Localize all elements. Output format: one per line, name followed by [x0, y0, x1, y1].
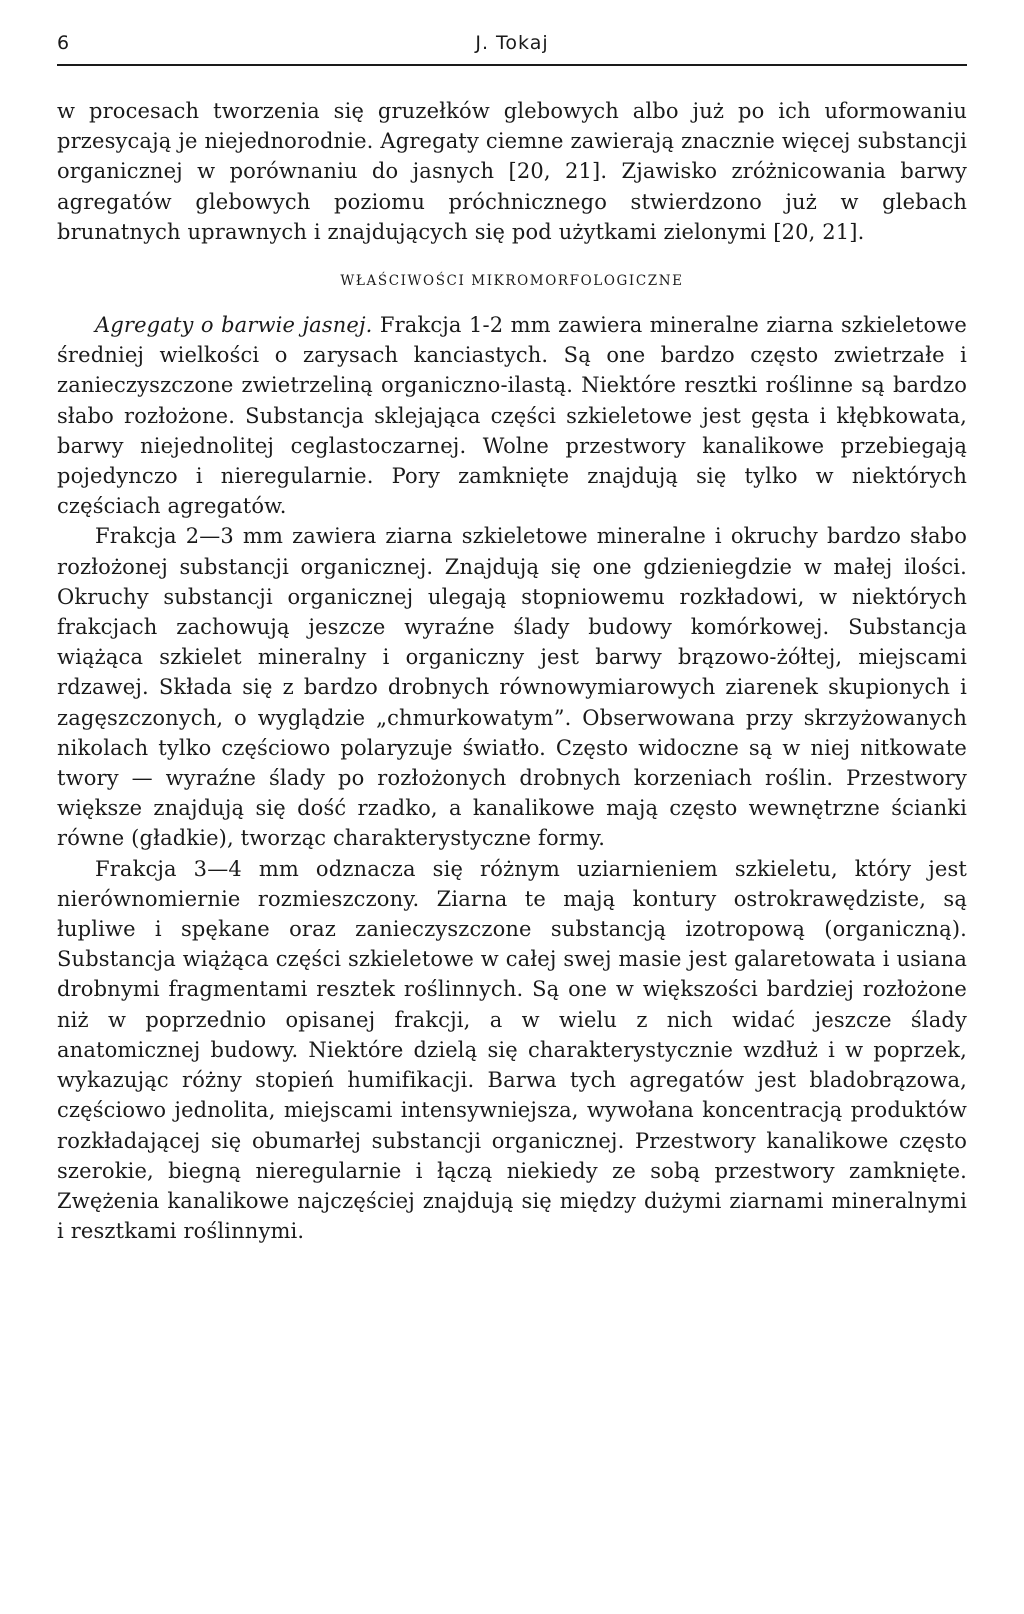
paragraph-fraction-3-4: Frakcja 3—4 mm odznacza się różnym uziarnieniem szkieletu, który jest nierównomiernie rozmieszczony. Ziarna te mają kontury ostrokrawędziste, są łupliwe i spękane oraz zanieczyszczone substancją izotropową (organiczną). Substancja wiążąca części szkieletowe w całej swej masie jest galaretowata i usiana drobnymi fragmentami resztek roślinnych. Są one w większości bardziej rozłożone niż w poprzednio opisanej frakcji, a w wielu z nich widać jeszcze ślady anatomicznej budowy. Niektóre dzielą się charakterystycznie wzdłuż i w poprzek, wykazując różny stopień humifikacji. Barwa tych agregatów jest bladobrązowa, częściowo jednolita, miejscami intensywniejsza, wywołana koncentracją produktów rozkładającej się obumarłej substancji organicznej. Przestwory kanalikowe często szerokie, biegną nieregularnie i łączą niekiedy ze sobą przestwory zamknięte. Zwężenia kanalikowe najczęściej znajdują się między dużymi ziarnami mineralnymi i resztkami roślinnymi. [57, 856, 967, 1244]
intro-paragraph: w procesach tworzenia się gruzełków glebowych albo już po ich uformowaniu przesycają je niejednorodnie. Agregaty ciemne zawierają znacznie więcej substancji organicznej w porównaniu do jasnych [20, 21]. Zjawisko zróżnicowania barwy agregatów glebowych poziomu próchnicznego stwierdzono już w glebach brunatnych uprawnych i znajdujących się pod użytkami zielonymi [20, 21]. [57, 99, 967, 244]
paragraph-light-aggregates-text: Frakcja 1-2 mm zawiera mineralne ziarna szkieletowe średniej wielkości o zarysach kanciastych. Są one bardzo często zwietrzałe i zanieczyszczone zwietrzeliną organiczno-ilastą. Niektóre resztki roślinne są bardzo słabo rozłożone. Substancja sklejająca części szkieletowe jest gęsta i kłębkowata, barwy niejednolitej ceglastoczarnej. Wolne przestwory kanalikowe przebiegają pojedynczo i nieregularnie. Pory zamknięte znajdują się tylko w niektórych częściach agregatów. [57, 313, 967, 519]
running-title: J. Tokaj [475, 32, 549, 54]
paragraph-fraction-2-3: Frakcja 2—3 mm zawiera ziarna szkieletowe mineralne i okruchy bardzo słabo rozłożonej substancji organicznej. Znajdują się one gdzieniegdzie w małej ilości. Okruchy substancji organicznej ulegają stopniowemu rozkładowi, w niektórych frakcjach zachowują jeszcze wyraźne ślady budowy komórkowej. Substancja wiążąca szkielet mineralny i organiczny jest barwy brązowo-żółtej, miejscami rdzawej. Składa się z bardzo drobnych równowymiarowych ziarenek skupionych i zagęszczonych, o wyglądzie „chmurkowatym”. Obserwowana przy skrzyżowanych nikolach tylko częściowo polaryzuje światło. Często widoczne są w niej nitkowate twory — wyraźne ślady po rozłożonych drobnych korzeniach roślin. Przestwory większe znajdują się dość rzadko, a kanalikowe mają często wewnętrzne ścianki równe (gładkie), tworząc charakterystyczne formy. [57, 524, 967, 851]
paragraph-lead-italic: Agregaty o barwie jasnej. [95, 313, 373, 338]
paragraph-light-aggregates [57, 310, 967, 521]
body-text [57, 96, 967, 1246]
header-rule [57, 64, 967, 66]
running-head [57, 28, 967, 58]
section-heading: WŁAŚCIWOŚCI MIKROMORFOLOGICZNE [340, 273, 684, 290]
page [57, 28, 967, 1246]
page-number: 6 [57, 32, 71, 54]
